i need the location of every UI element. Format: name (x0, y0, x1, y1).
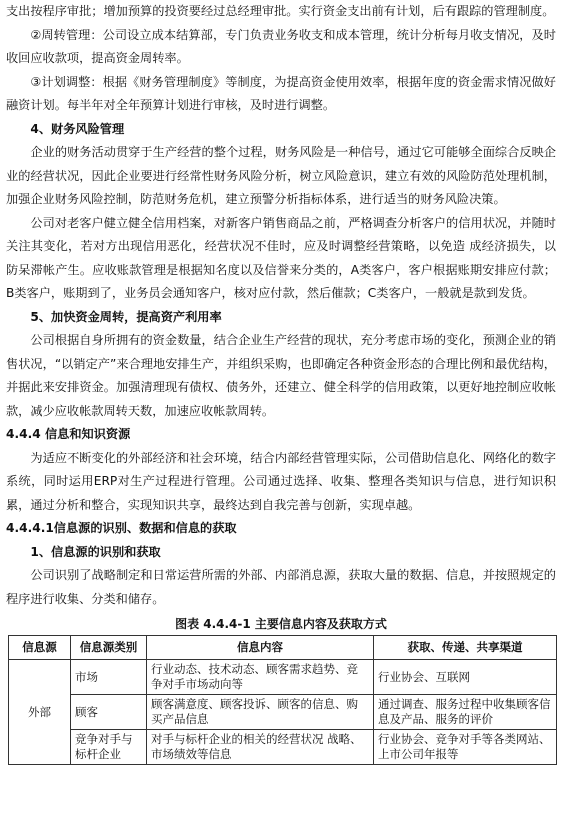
table-caption: 图表 4.4.4-1 主要信息内容及获取方式 (175, 617, 387, 631)
cell-group-external: 外部 (9, 660, 71, 765)
paragraph-financial-risk: 企业的财务活动贯穿于生产经营的整个过程，财务风险是一种信号，通过它可能够全面综合反映企业的经营状况，因此企业要进行经常性财务风险分析，树立风险意识，建立有效的风险防范处理机制，加强企业财务风险控制，防范财务危机，建立预警分析指标体系，进行适当的财务风险决策。 (6, 145, 556, 206)
cell-content: 对手与标杆企业的相关的经营状况 战略、市场绩效等信息 (147, 730, 374, 765)
cell-content: 顾客满意度、顾客投诉、顾客的信息、购买产品信息 (147, 695, 374, 730)
info-source-table (8, 635, 557, 765)
heading-4-4-4: 4.4.4 信息和知识资源 (6, 427, 131, 441)
heading-4-4-4-1: 4.4.4.1信息源的识别、数据和信息的获取 (6, 521, 237, 535)
paragraph-information-resources: 为适应不断变化的外部经济和社会环境，结合内部经营管理实际，公司借助信息化、网络化的数字系统，同时运用ERP对生产过程进行管理。公司通过选择、收集、整理各类知识与信息，进行知识积累，通过分析和整合，实现知识共享，最终达到自我完善与创新，实现卓越。 (6, 450, 556, 512)
paragraph-credit-management: 公司对老客户健立健全信用档案，对新客户销售商品之前，严格调查分析客户的信用状况，并随时关注其变化，若对方出现信用恶化，经营状况不佳时，应及时调整经营策略，以免造 成经济损失，以防呆滞帐产生。应收账款管理是根据知名度以及信誉来分类的，A类客户，客户根据账期安排应付款；B类客户，账期到了，业务员会通知客户，核对应付款，然后催款；C类客户，一般就是款到发货。 (6, 215, 556, 300)
header-category: 信息源类别 (71, 636, 147, 660)
table-row (9, 695, 557, 730)
header-source: 信息源 (9, 636, 71, 660)
cell-channel: 行业协会、互联网 (374, 660, 557, 695)
table-row (9, 660, 557, 695)
paragraph-plan-adjustment: ③计划调整：根据《财务管理制度》等制度，为提高资金使用效率，根据年度的资金需求情况做好融资计划。每半年对全年预算计划进行审核，及时进行调整。 (6, 74, 556, 112)
header-content: 信息内容 (147, 636, 374, 660)
table-row (9, 730, 557, 765)
cell-category: 市场 (71, 660, 147, 695)
table-header-row (9, 636, 557, 660)
cell-channel: 行业协会、竞争对手等各类网站、上市公司年报等 (374, 730, 557, 765)
cell-category: 竞争对手与标杆企业 (71, 730, 147, 765)
paragraph-source-identification: 公司识别了战略制定和日常运营所需的外部、内部消息源，获取大量的数据、信息，并按照规定的程序进行收集、分类和储存。 (6, 568, 556, 606)
paragraph-capital-turnover: 公司根据自身所拥有的资金数量，结合企业生产经营的现状，充分考虑市场的变化，预测企业的销售状况，“以销定产”来合理地安排生产，并组织采购，也即确定各种资金形态的合理比例和最优结构，并据此来安排资金。加强清理现有债权、债务外，还建立、健全科学的信用政策，以更好地控制应收帐款，减少应收帐款周转天数，加速应收帐款周转。 (6, 333, 556, 418)
heading-financial-risk: 4、财务风险管理 (30, 121, 125, 136)
paragraph-turnover-management: ②周转管理：公司设立成本结算部，专门负责业务收支和成本管理，统计分析每月收支情况，及时收回应收款项，提高资金周转率。 (6, 27, 556, 65)
header-channel: 获取、传递、共享渠道 (374, 636, 557, 660)
cell-channel: 通过调查、服务过程中收集顾客信息及产品、服务的评价 (374, 695, 557, 730)
heading-capital-turnover: 5、加快资金周转，提高资产利用率 (30, 309, 222, 324)
paragraph-budget-approval: 支出按程序审批；增加预算的投资要经过总经理审批。实行资金支出前有计划，后有跟踪的管理制度。 (6, 4, 555, 18)
heading-source-identification: 1、信息源的识别和获取 (30, 544, 161, 559)
cell-content: 行业动态、技术动态、顾客需求趋势、竞争对手市场动向等 (147, 660, 374, 695)
cell-category: 顾客 (71, 695, 147, 730)
